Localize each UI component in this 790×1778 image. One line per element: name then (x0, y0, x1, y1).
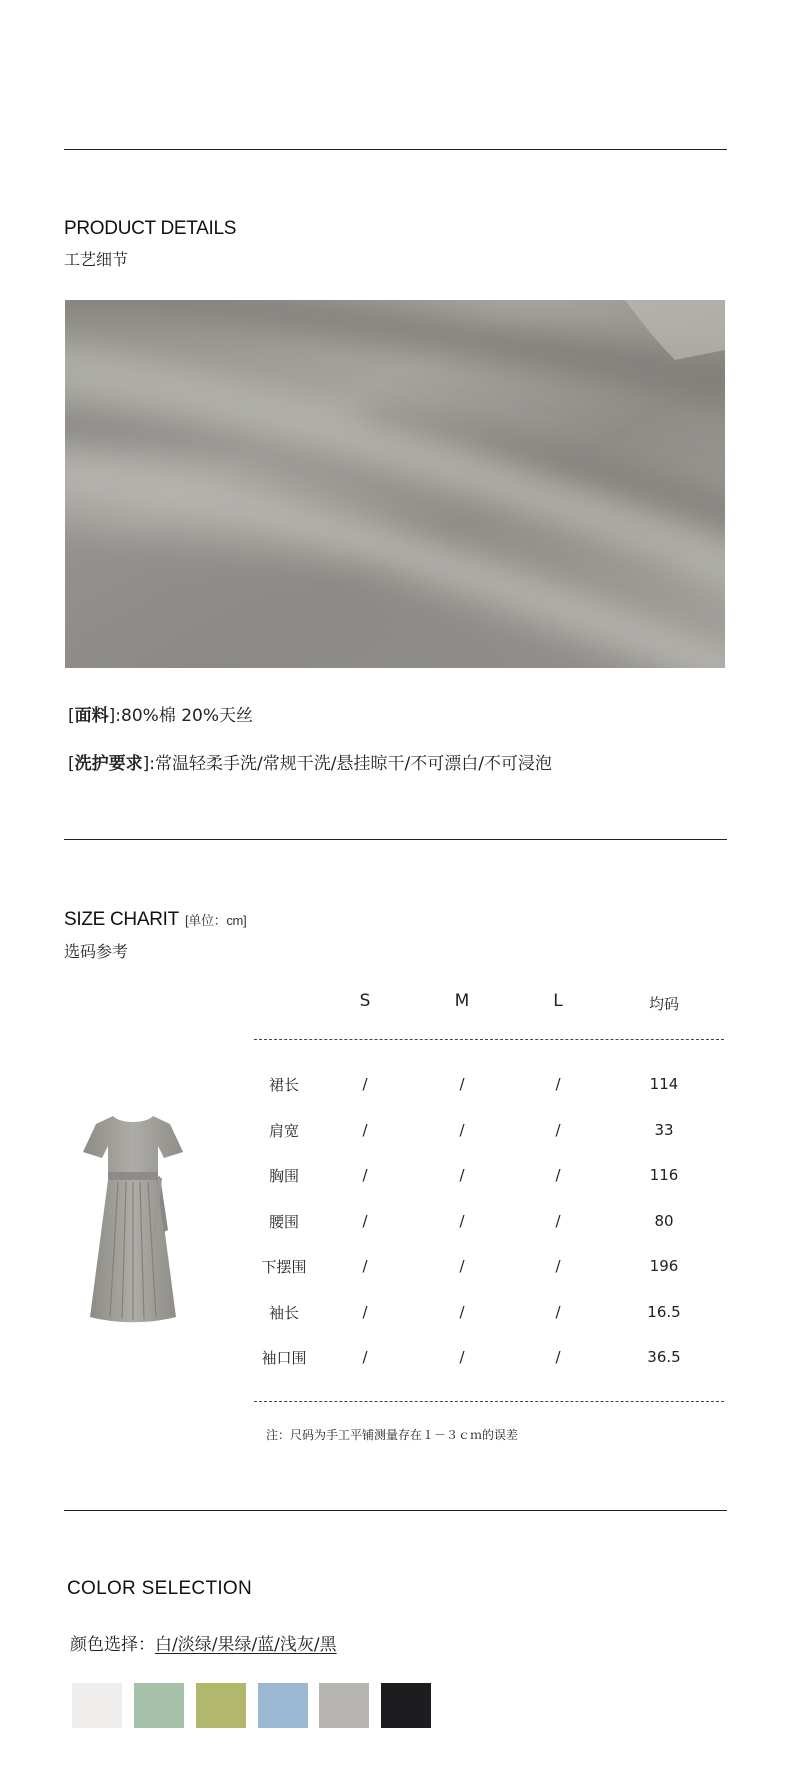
color-options: 白/淡绿/果绿/蓝/浅灰/黑 (155, 1635, 337, 1655)
size-cell: / (459, 1166, 465, 1184)
size-cell: / (362, 1121, 368, 1139)
size-cell: / (555, 1166, 561, 1184)
size-cell: / (459, 1348, 465, 1366)
size-row-label: 腰围 (268, 1213, 299, 1231)
size-header-s: S (359, 991, 371, 1011)
color-swatch[interactable] (72, 1683, 122, 1728)
care-value: :常温轻柔手洗/常规干洗/悬挂晾干/不可漂白/不可浸泡 (149, 754, 552, 774)
size-cell: / (362, 1348, 368, 1366)
size-row-label: 下摆围 (261, 1258, 307, 1276)
color-swatch[interactable] (196, 1683, 246, 1728)
fabric-spec: [面料]:80%棉 20%天丝 (68, 706, 253, 726)
size-cell: / (459, 1303, 465, 1321)
size-row-label: 肩宽 (268, 1122, 299, 1140)
fabric-value: :80%棉 20%天丝 (115, 706, 253, 726)
size-note: 注：尺码为手工平铺测量存在１－３ｃｍ的误差 (266, 1428, 519, 1442)
size-cell: / (555, 1212, 561, 1230)
size-cell: / (555, 1348, 561, 1366)
size-row-label: 胸围 (268, 1167, 299, 1185)
size-cell: / (362, 1166, 368, 1184)
size-cell: / (362, 1257, 368, 1275)
color-swatch[interactable] (258, 1683, 308, 1728)
size-cell: 114 (649, 1075, 679, 1093)
size-cell: / (362, 1075, 368, 1093)
color-title-en: COLOR SELECTION (67, 1578, 253, 1599)
size-row-label: 袖口围 (261, 1349, 307, 1367)
size-cell: 80 (654, 1212, 674, 1230)
size-row-label: 袖长 (268, 1304, 299, 1322)
size-cell: 16.5 (647, 1303, 681, 1321)
color-swatch[interactable] (381, 1683, 431, 1728)
size-cell: / (555, 1257, 561, 1275)
care-spec: [洗护要求]:常温轻柔手洗/常规干洗/悬挂晾干/不可漂白/不可浸泡 (68, 754, 552, 774)
size-cell: / (362, 1303, 368, 1321)
size-row-label: 裙长 (268, 1076, 299, 1094)
size-cell: / (459, 1257, 465, 1275)
fabric-detail-image (65, 300, 725, 668)
divider (64, 839, 727, 840)
size-cell: / (555, 1303, 561, 1321)
size-title-cn: 选码参考 (64, 942, 129, 961)
color-selection-line (70, 1630, 337, 1655)
details-title-en: PRODUCT DETAILS (64, 218, 237, 239)
table-top-divider (254, 1039, 724, 1040)
size-unit: [单位：cm] (184, 913, 247, 928)
size-header-m: M (454, 991, 470, 1011)
size-cell: 196 (649, 1257, 679, 1275)
size-cell: / (555, 1121, 561, 1139)
size-cell: 33 (654, 1121, 674, 1139)
size-title-en: SIZE CHARIT [单位：cm] (64, 909, 247, 930)
color-swatch[interactable] (319, 1683, 369, 1728)
table-bottom-divider (254, 1401, 724, 1402)
size-cell: 36.5 (647, 1348, 681, 1366)
size-header-l: L (553, 991, 563, 1011)
dress-image (78, 1112, 188, 1332)
size-cell: / (362, 1212, 368, 1230)
color-label: 颜色选择： (70, 1635, 155, 1655)
size-header-one-size: 均码 (648, 995, 679, 1013)
size-cell: / (459, 1212, 465, 1230)
size-cell: / (459, 1121, 465, 1139)
details-title-cn: 工艺细节 (64, 250, 129, 269)
size-cell: / (555, 1075, 561, 1093)
divider (64, 149, 727, 150)
size-cell: 116 (649, 1166, 679, 1184)
size-cell: / (459, 1075, 465, 1093)
fabric-label: 面料 (74, 706, 109, 726)
color-swatch[interactable] (134, 1683, 184, 1728)
care-label: 洗护要求 (74, 754, 143, 774)
divider (64, 1510, 727, 1511)
